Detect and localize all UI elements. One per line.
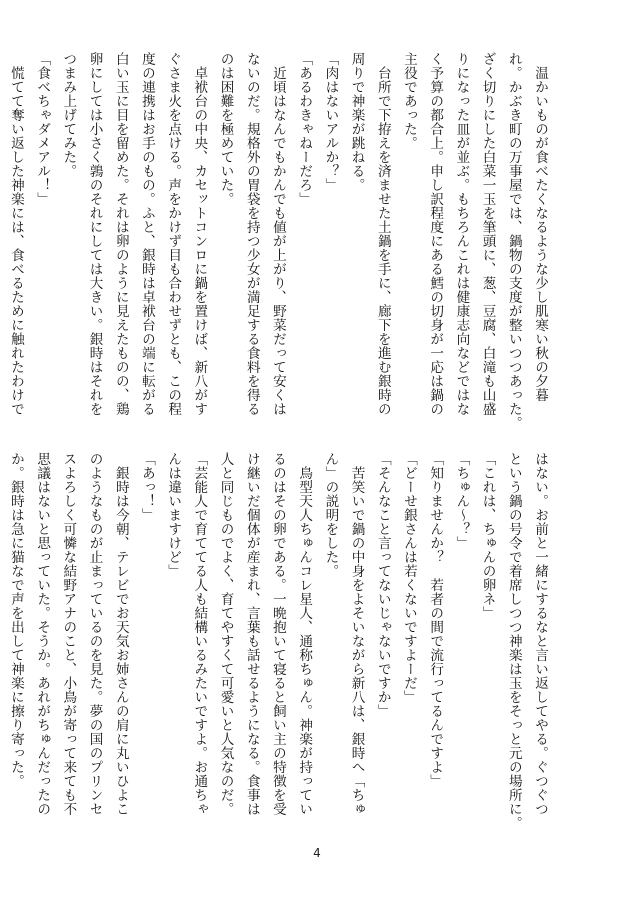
text-line: という鍋の号令で着席しつつ神楽は玉をそっと元の場所に。 xyxy=(505,452,522,830)
text-line: るのはその卵である。一晩抱いて寝ると飼い主の特徴を受 xyxy=(269,452,286,816)
text-line: のは困難を極めていた。 xyxy=(217,52,234,206)
text-line: 卓袱台の中央、カセットコンロに鍋を置けば、新八がす xyxy=(191,52,208,416)
text-line: 「あっ！」 xyxy=(138,452,155,522)
text-line: 「あるわきゃねーだろ」 xyxy=(296,52,313,206)
text-line: 苦笑いで鍋の中身をよそいながら新八は、銀時へ「ちゅ xyxy=(348,452,365,816)
text-line: 白い玉に目を留めた。それは卵のように見えたものの、鶏 xyxy=(112,52,129,416)
text-line: 卵にしては小さく鶉のそれにしては大きい。銀時はそれを xyxy=(86,52,103,416)
text-line: 度の連携はお手のもの。ふと、銀時は卓袱台の端に転がる xyxy=(138,52,155,416)
upper-text-block xyxy=(7,52,553,432)
page-number: 4 xyxy=(313,846,321,860)
text-line: く予算の都合上。申し訳程度にある鱈の切身が一応は鍋の xyxy=(427,52,444,416)
text-line: 「芸能人で育ててる人も結構いるみたいですよ。お通ちゃ xyxy=(191,452,208,816)
text-line: 「そんなこと言ってないじゃないですか」 xyxy=(374,452,391,718)
text-line: 「これは、ちゅんの卵ネ」 xyxy=(479,452,496,620)
text-line: ん」の説明をした。 xyxy=(322,452,339,578)
text-line: 思議はないと思っていた。そうか。あれがちゅんだったの xyxy=(34,452,51,816)
text-line: 近頃はなんでもかんでも値が上がり、野菜だって安くは xyxy=(269,52,286,416)
text-line: れ。かぶき町の万事屋では、鍋物の支度が整いつつあった。 xyxy=(505,52,522,430)
text-line: 銀時は今朝、テレビでお天気お姉さんの肩に丸いひよこ xyxy=(112,452,129,816)
text-line: 慌てて奪い返した神楽には、食べるために触れたわけで xyxy=(7,52,24,416)
text-line: つまみ上げてみた。 xyxy=(60,52,77,178)
text-line: 主役であった。 xyxy=(400,52,417,150)
text-line: ないのだ。規格外の胃袋を持つ少女が満足する食料を得る xyxy=(243,52,260,416)
text-line: 「ちゅん～？」 xyxy=(453,452,470,550)
text-line: か。銀時は急に猫なで声を出して神楽に擦り寄った。 xyxy=(7,452,24,788)
lower-text-block xyxy=(7,452,553,832)
text-line: のようなものが止まっているのを見た。夢の国のプリンセ xyxy=(86,452,103,816)
text-line: はない。お前と一緒にするなと言い返してやる。ぐつぐつ xyxy=(532,452,548,816)
text-line: ぐさま火を点ける。声をかけず目も合わせずとも、この程 xyxy=(165,52,182,416)
text-line: 「知りませんか？ 若者の間で流行ってるんですよ」 xyxy=(427,452,444,788)
text-line: け継いだ個体が産まれ、言葉も話せるようになる。食事は xyxy=(243,452,260,816)
text-line: 「どーせ銀さんは若くないですよーだ」 xyxy=(400,452,417,704)
text-line: 台所で下拵えを済ませた土鍋を手に、廊下を進む銀時の xyxy=(374,52,391,416)
text-line: スよろしく可憐な結野アナのこと、小鳥が寄って来ても不 xyxy=(60,452,77,816)
text-line: 人と同じものでよく、育てやすくて可愛いと人気なのだ。 xyxy=(217,452,234,816)
text-line: んは違いますけど」 xyxy=(165,452,182,578)
text-line: 鳥型天人ちゅんコレ星人、通称ちゅん。神楽が持ってい xyxy=(296,452,313,816)
text-line: 周りで神楽が跳ねる。 xyxy=(348,52,365,192)
text-line: 「肉はないアルか？」 xyxy=(322,52,339,192)
text-line: ざく切りにした白菜一玉を筆頭に、葱、豆腐、白滝も山盛 xyxy=(479,52,496,416)
text-line: りになった皿が並ぶ。もちろんこれは健康志向などではな xyxy=(453,52,470,416)
text-line: 「食べちゃダメアル！」 xyxy=(34,52,51,206)
text-line: 温かいものが食べたくなるような少し肌寒い秋の夕暮 xyxy=(532,52,548,402)
